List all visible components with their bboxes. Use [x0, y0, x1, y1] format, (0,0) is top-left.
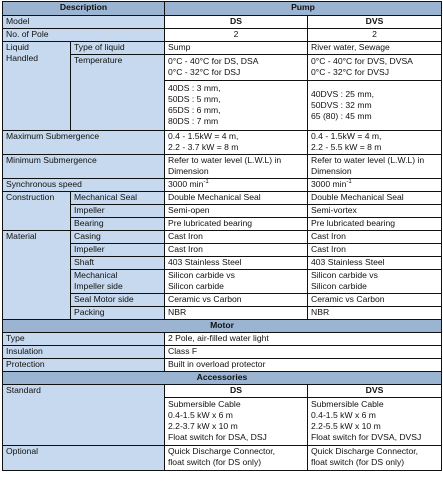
packing-label: Packing — [71, 307, 165, 320]
solids-ds-50: 50DS : 5 mm, — [168, 94, 221, 104]
casing-ds: Cast Iron — [165, 231, 308, 244]
standard-dvs-line1: Submersible Cable — [311, 399, 384, 409]
standard-dvs — [308, 398, 442, 446]
seal-motor-ds: Ceramic vs Carbon — [165, 294, 308, 307]
standard-dvs-line2: 0.4-1.5 kW x 6 m — [311, 410, 376, 420]
temperature-ds — [165, 55, 308, 81]
temperature-ds-line2: 0°C - 32°C for DSJ — [168, 67, 241, 77]
sync-speed-ds — [165, 179, 308, 192]
construction-impeller-ds: Semi-open — [165, 205, 308, 218]
material-impeller-ds: Cast Iron — [165, 244, 308, 257]
standard-label: Standard — [3, 385, 165, 446]
temperature-dvs-line1: 0°C - 40°C for DVS, DVSA — [311, 56, 413, 66]
sync-speed-dvs-exp: -1 — [346, 179, 352, 186]
mech-impeller-dvs — [308, 270, 442, 294]
mech-impeller-line1: Mechanical — [74, 270, 118, 280]
type-of-liquid-ds: Sump — [165, 42, 308, 55]
sync-speed-ds-exp: -1 — [203, 179, 209, 186]
solids-ds-40: 40DS : 3 mm, — [168, 83, 221, 93]
standard-ds-line3: 2.2-3.7 kW x 10 m — [168, 421, 238, 431]
model-label: Model — [3, 16, 165, 29]
poles-ds: 2 — [165, 29, 308, 42]
model-ds: DS — [165, 16, 308, 29]
optional-dvs-line2: float switch (for DS only) — [311, 457, 405, 467]
mech-impeller-line2: Impeller side — [74, 281, 123, 291]
solids-ds-65: 65DS : 6 mm, — [168, 105, 221, 115]
optional-ds-line1: Quick Discharge Connector, — [168, 446, 275, 456]
bearing-label: Bearing — [71, 218, 165, 231]
packing-ds: NBR — [165, 307, 308, 320]
mech-imp-ds-line1: Silicon carbide vs — [168, 270, 235, 280]
max-sub-dvs-line2: 2.2 - 5.5 kW = 8 m — [311, 142, 382, 152]
mech-imp-dvs-line2: Silicon carbide — [311, 281, 367, 291]
accessories-ds-header: DS — [165, 385, 308, 398]
description-header: Description — [3, 2, 165, 16]
solids-dvs-65: 65 (80) : 45 mm — [311, 111, 372, 121]
bearing-ds: Pre lubricated bearing — [165, 218, 308, 231]
casing-dvs: Cast Iron — [308, 231, 442, 244]
sync-speed-label: Synchronous speed — [3, 179, 165, 192]
max-submergence-ds — [165, 131, 308, 155]
sync-speed-dvs — [308, 179, 442, 192]
bearing-dvs: Pre lubricated bearing — [308, 218, 442, 231]
motor-type-value: 2 Pole, air-filled water light — [165, 333, 442, 346]
protection-value: Built in overload protector — [165, 359, 442, 372]
standard-dvs-line4: Float switch for DVSA, DVSJ — [311, 432, 422, 442]
optional-dvs — [308, 446, 442, 471]
shaft-ds: 403 Stainless Steel — [165, 257, 308, 270]
pump-spec-table — [2, 1, 442, 471]
min-sub-dvs-line2: Dimension — [311, 166, 352, 176]
optional-label: Optional — [3, 446, 165, 471]
solids-dvs-40: 40DVS : 25 mm, — [311, 89, 375, 99]
mech-impeller-ds — [165, 270, 308, 294]
material-impeller-dvs: Cast Iron — [308, 244, 442, 257]
optional-ds — [165, 446, 308, 471]
construction-impeller-dvs: Semi-vortex — [308, 205, 442, 218]
min-sub-ds-line1: Refer to water level (L.W.L) in — [168, 155, 282, 165]
liquid-label-line1: Liquid — [6, 42, 29, 52]
shaft-label: Shaft — [71, 257, 165, 270]
accessories-dvs-header: DVS — [308, 385, 442, 398]
mech-seal-ds: Double Mechanical Seal — [165, 192, 308, 205]
standard-ds-line1: Submersible Cable — [168, 399, 241, 409]
max-sub-dvs-line1: 0.4 - 1.5kW = 4 m, — [311, 131, 382, 141]
sync-speed-dvs-text: 3000 min — [311, 179, 347, 189]
mech-imp-dvs-line1: Silicon carbide vs — [311, 270, 378, 280]
liquid-handled-label — [3, 42, 71, 131]
accessories-header: Accessories — [3, 372, 442, 385]
min-sub-ds-line2: Dimension — [168, 166, 209, 176]
construction-impeller-label: Impeller — [71, 205, 165, 218]
type-of-liquid-label: Type of liquid — [71, 42, 165, 55]
solids-ds-80: 80DS : 7 mm — [168, 116, 219, 126]
standard-ds-line4: Float switch for DSA, DSJ — [168, 432, 267, 442]
temperature-dvs-line2: 0°C - 32°C for DVSJ — [311, 67, 390, 77]
min-sub-dvs-line1: Refer to water level (L.W.L) in — [311, 155, 425, 165]
mech-imp-ds-line2: Silicon carbide — [168, 281, 224, 291]
temperature-dvs — [308, 55, 442, 81]
standard-dvs-line3: 2.2-5.5 kW x 10 m — [311, 421, 381, 431]
min-submergence-label: Minimum Submergence — [3, 155, 165, 179]
optional-dvs-line1: Quick Discharge Connector, — [311, 446, 418, 456]
min-submergence-dvs — [308, 155, 442, 179]
poles-label: No. of Pole — [3, 29, 165, 42]
liquid-label-line2: Handled — [6, 53, 39, 63]
min-submergence-ds — [165, 155, 308, 179]
material-label: Material — [3, 231, 71, 320]
insulation-label: Insulation — [3, 346, 165, 359]
model-dvs: DVS — [308, 16, 442, 29]
packing-dvs: NBR — [308, 307, 442, 320]
max-sub-ds-line1: 0.4 - 1.5kW = 4 m, — [168, 131, 239, 141]
shaft-dvs: 403 Stainless Steel — [308, 257, 442, 270]
insulation-value: Class F — [165, 346, 442, 359]
solids-size-ds — [165, 81, 308, 131]
max-sub-ds-line2: 2.2 - 3.7 kW = 8 m — [168, 142, 239, 152]
solids-dvs-50: 50DVS : 32 mm — [311, 100, 372, 110]
mech-impeller-side-label — [71, 270, 165, 294]
temperature-label: Temperature — [71, 55, 165, 131]
temperature-ds-line1: 0°C - 40°C for DS, DSA — [168, 56, 259, 66]
sync-speed-ds-text: 3000 min — [168, 179, 204, 189]
seal-motor-dvs: Ceramic vs Carbon — [308, 294, 442, 307]
mech-seal-label: Mechanical Seal — [71, 192, 165, 205]
motor-header: Motor — [3, 320, 442, 333]
solids-size-dvs — [308, 81, 442, 131]
mech-seal-dvs: Double Mechanical Seal — [308, 192, 442, 205]
seal-motor-side-label: Seal Motor side — [71, 294, 165, 307]
pump-header: Pump — [165, 2, 442, 16]
motor-type-label: Type — [3, 333, 165, 346]
max-submergence-label: Maximum Submergence — [3, 131, 165, 155]
type-of-liquid-dvs: River water, Sewage — [308, 42, 442, 55]
max-submergence-dvs — [308, 131, 442, 155]
poles-dvs: 2 — [308, 29, 442, 42]
casing-label: Casing — [71, 231, 165, 244]
standard-ds-line2: 0.4-1.5 kW x 6 m — [168, 410, 233, 420]
optional-ds-line2: float switch (for DS only) — [168, 457, 262, 467]
standard-ds — [165, 398, 308, 446]
protection-label: Protection — [3, 359, 165, 372]
material-impeller-label: Impeller — [71, 244, 165, 257]
construction-label: Construction — [3, 192, 71, 231]
